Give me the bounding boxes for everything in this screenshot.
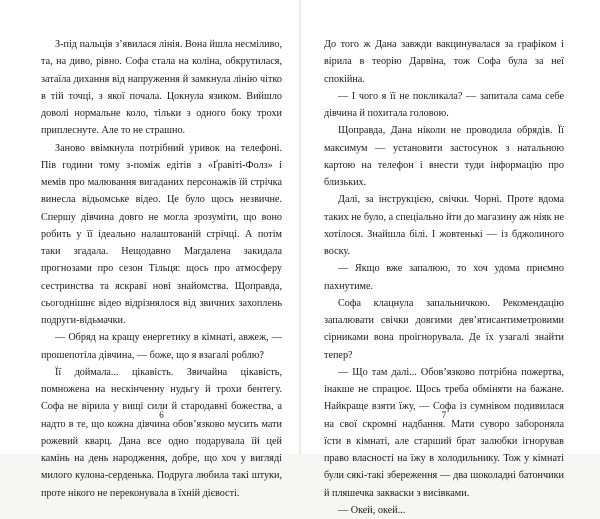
right-page — [300, 0, 600, 516]
paragraph: До того ж Дана завжди вакцинувалася за графіком і вірила в теорію Дарвіна, тож Софа була за неї спокійна. — [324, 39, 564, 85]
left-page-text — [41, 36, 282, 502]
paragraph: Її доймала... цікавість. Звичайна цікавість, помножена на нескінченну нудьгу й трохи бентегу. Софа не вірила у вищі сили й стародавні божества, а надто в те, що кожна дівчина обов’язково мусить мати рожевий кварц. Дана все одно подарувала їй цей камінь на день народження, добре, що хоч у вигляді милого кулона-серденька. Подруга любила такі штуки, проте нікого не переконувала в їхній дієвості. — [41, 366, 282, 499]
left-page — [0, 0, 300, 499]
paragraph: Софа клацнула запальничкою. Рекомендацію запалювати свічки довгими дев’ятисантиметровими сірниками вона проігнорувала. Де їх узагалі знайти тепер? — [324, 297, 564, 361]
paragraph: — Окей, окей... — [338, 504, 406, 516]
paragraph: — Що там далі... Обов’язково потрібна пожертва, інакше не спрацює. Щось треба обміняти на бажане. Найкраще взяти їжу, — Софа із сумнівом подивилася на свої скромні надбання. Мати суворо забороняла їсти в кімнаті, але старший брат залюбки ігнорував право власності на їжу в холодильнику. Тож у кімнаті були сякі-такі збереження — два шоколадні батончики й пляшечка закваски з висівками. — [324, 366, 564, 499]
page-number-left: 6 — [159, 410, 164, 420]
paragraph: Далі, за інструкцією, свічки. Чорні. Проте вдома таких не було, а спеціально йти до магазину аж ніяк не хотілося. Знайшла білі. І жовтенькі — із бджолиного воску. — [324, 194, 564, 257]
paragraph: Щоправда, Дана ніколи не проводила обрядів. Її максимум — установити застосунок з натальною картою на телефон і внести туди інформацію про близьких. — [324, 125, 564, 188]
paragraph: — Якщо вже запалюю, то хоч удома приємно пахнутиме. — [324, 263, 564, 292]
paragraph: — І чого я її не покликала? — запитала сама себе дівчина й похитала головою. — [324, 90, 564, 119]
page-number-right: 7 — [441, 410, 447, 420]
right-page-text — [324, 36, 564, 519]
paragraph: Заново ввімкнула потрібний уривок на телефоні. Пів години тому з-поміж едітів з «Ґравіті-Фолз» і мемів про малювання вигаданих персонажів їй стрічка винесла відьомське відео. Це було щось незвичне. Спершу дівчина довго не могла зрозуміти, що воно робить у її ідеально налаштованій стрічці. А потім таки згадала. Нещодавно Магдалена закидала прогнозами про сезон Тільця: щось про атмосферу сестринства та яскраві нові знайомства. Щоправда, сьогоднішнє відео відрізнялося від звичних захоплень подруги-відьмачки. — [41, 142, 282, 326]
paragraph: — Обряд на кращу енергетику в кімнаті, авжеж, — прошепотіла дівчина, — боже, що я взагалі роблю? — [41, 332, 282, 361]
paragraph: З-під пальців з’явилася лінія. Вона йшла несміливо, та, на диво, рівно. Софа стала на коліна, обкрутилася, затаїла дихання від напруження й замкнула лінію чітко в тій точці, з якої почала. Цокнула язиком. Вийшло доволі нормальне коло, тільки з одного боку трохи приплеснуте. Але то не страшно. — [41, 39, 282, 137]
